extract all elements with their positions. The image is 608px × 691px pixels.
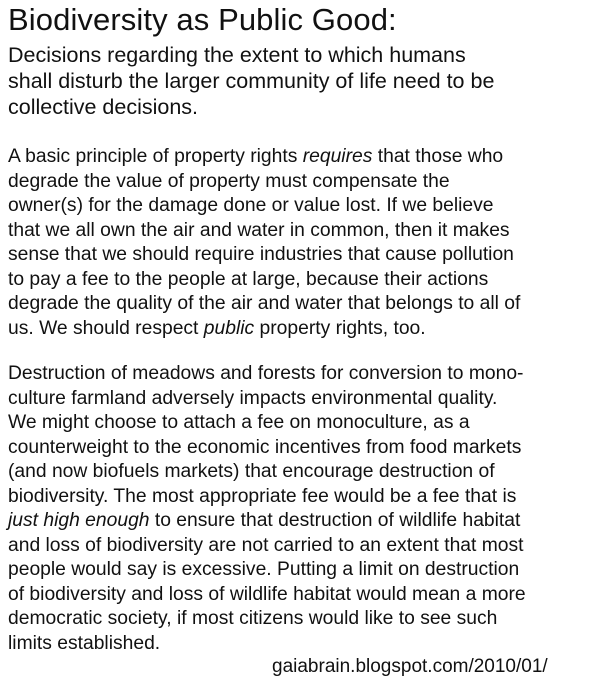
paragraph-line: people would say is excessive. Putting a limit on destruction bbox=[8, 559, 520, 580]
emphasis-text: requires bbox=[302, 146, 373, 167]
paragraph-line: of biodiversity and loss of wildlife habitat would mean a more bbox=[8, 583, 526, 605]
paragraph-line: and loss of biodiversity are not carried to an extent that most bbox=[8, 534, 524, 556]
text-run: property rights, too. bbox=[254, 317, 426, 339]
paragraph-line: (and now biofuels markets) that encourage destruction of bbox=[8, 461, 495, 482]
paragraph-monoculture bbox=[8, 362, 602, 656]
paragraph-line: owner(s) for the damage done or value lost. If we believe bbox=[8, 195, 494, 216]
text-run: A basic principle of property rights bbox=[8, 146, 303, 167]
subtitle bbox=[8, 42, 602, 120]
emphasis-text: public bbox=[203, 317, 255, 339]
paragraph-line: limits established. bbox=[8, 632, 161, 654]
subtitle-line: collective decisions. bbox=[8, 95, 199, 119]
paragraph-line: democratic society, if most citizens would like to see such bbox=[8, 608, 498, 629]
paragraph-line: to pay a fee to the people at large, because their actions bbox=[8, 268, 489, 290]
paragraph-line: counterweight to the economic incentives from food markets bbox=[8, 436, 522, 458]
paragraph-line bbox=[8, 317, 602, 342]
paragraph-line: We might choose to attach a fee on monoculture, as a bbox=[8, 412, 470, 433]
paragraph-line: biodiversity. The most appropriate fee would be a fee that is bbox=[8, 485, 517, 507]
paragraph-line: degrade the quality of the air and water that belongs to all of bbox=[8, 293, 521, 314]
page-title: Biodiversity as Public Good: bbox=[8, 2, 397, 37]
subtitle-line: Decisions regarding the extent to which humans bbox=[8, 43, 466, 67]
subtitle-line: shall disturb the larger community of life need to be bbox=[8, 69, 495, 93]
text-run: that those who bbox=[372, 146, 504, 167]
paragraph-line: degrade the value of property must compensate the bbox=[8, 170, 450, 192]
document-page bbox=[8, 2, 602, 656]
paragraph-line: that we all own the air and water in common, then it makes bbox=[8, 219, 510, 241]
paragraph-line bbox=[8, 509, 602, 534]
paragraph-line: Destruction of meadows and forests for conversion to mono- bbox=[8, 363, 524, 384]
emphasis-text: just high enough bbox=[8, 510, 150, 531]
paragraph-line: culture farmland adversely impacts environmental quality. bbox=[8, 387, 498, 409]
paragraph-line bbox=[8, 145, 602, 170]
source-url: gaiabrain.blogspot.com/2010/01/ bbox=[272, 656, 548, 677]
paragraph-line: sense that we should require industries that cause pollution bbox=[8, 244, 514, 265]
paragraph-property-rights bbox=[8, 145, 602, 341]
text-run: us. We should respect bbox=[8, 317, 204, 339]
text-run: to ensure that destruction of wildlife habitat bbox=[149, 510, 521, 531]
